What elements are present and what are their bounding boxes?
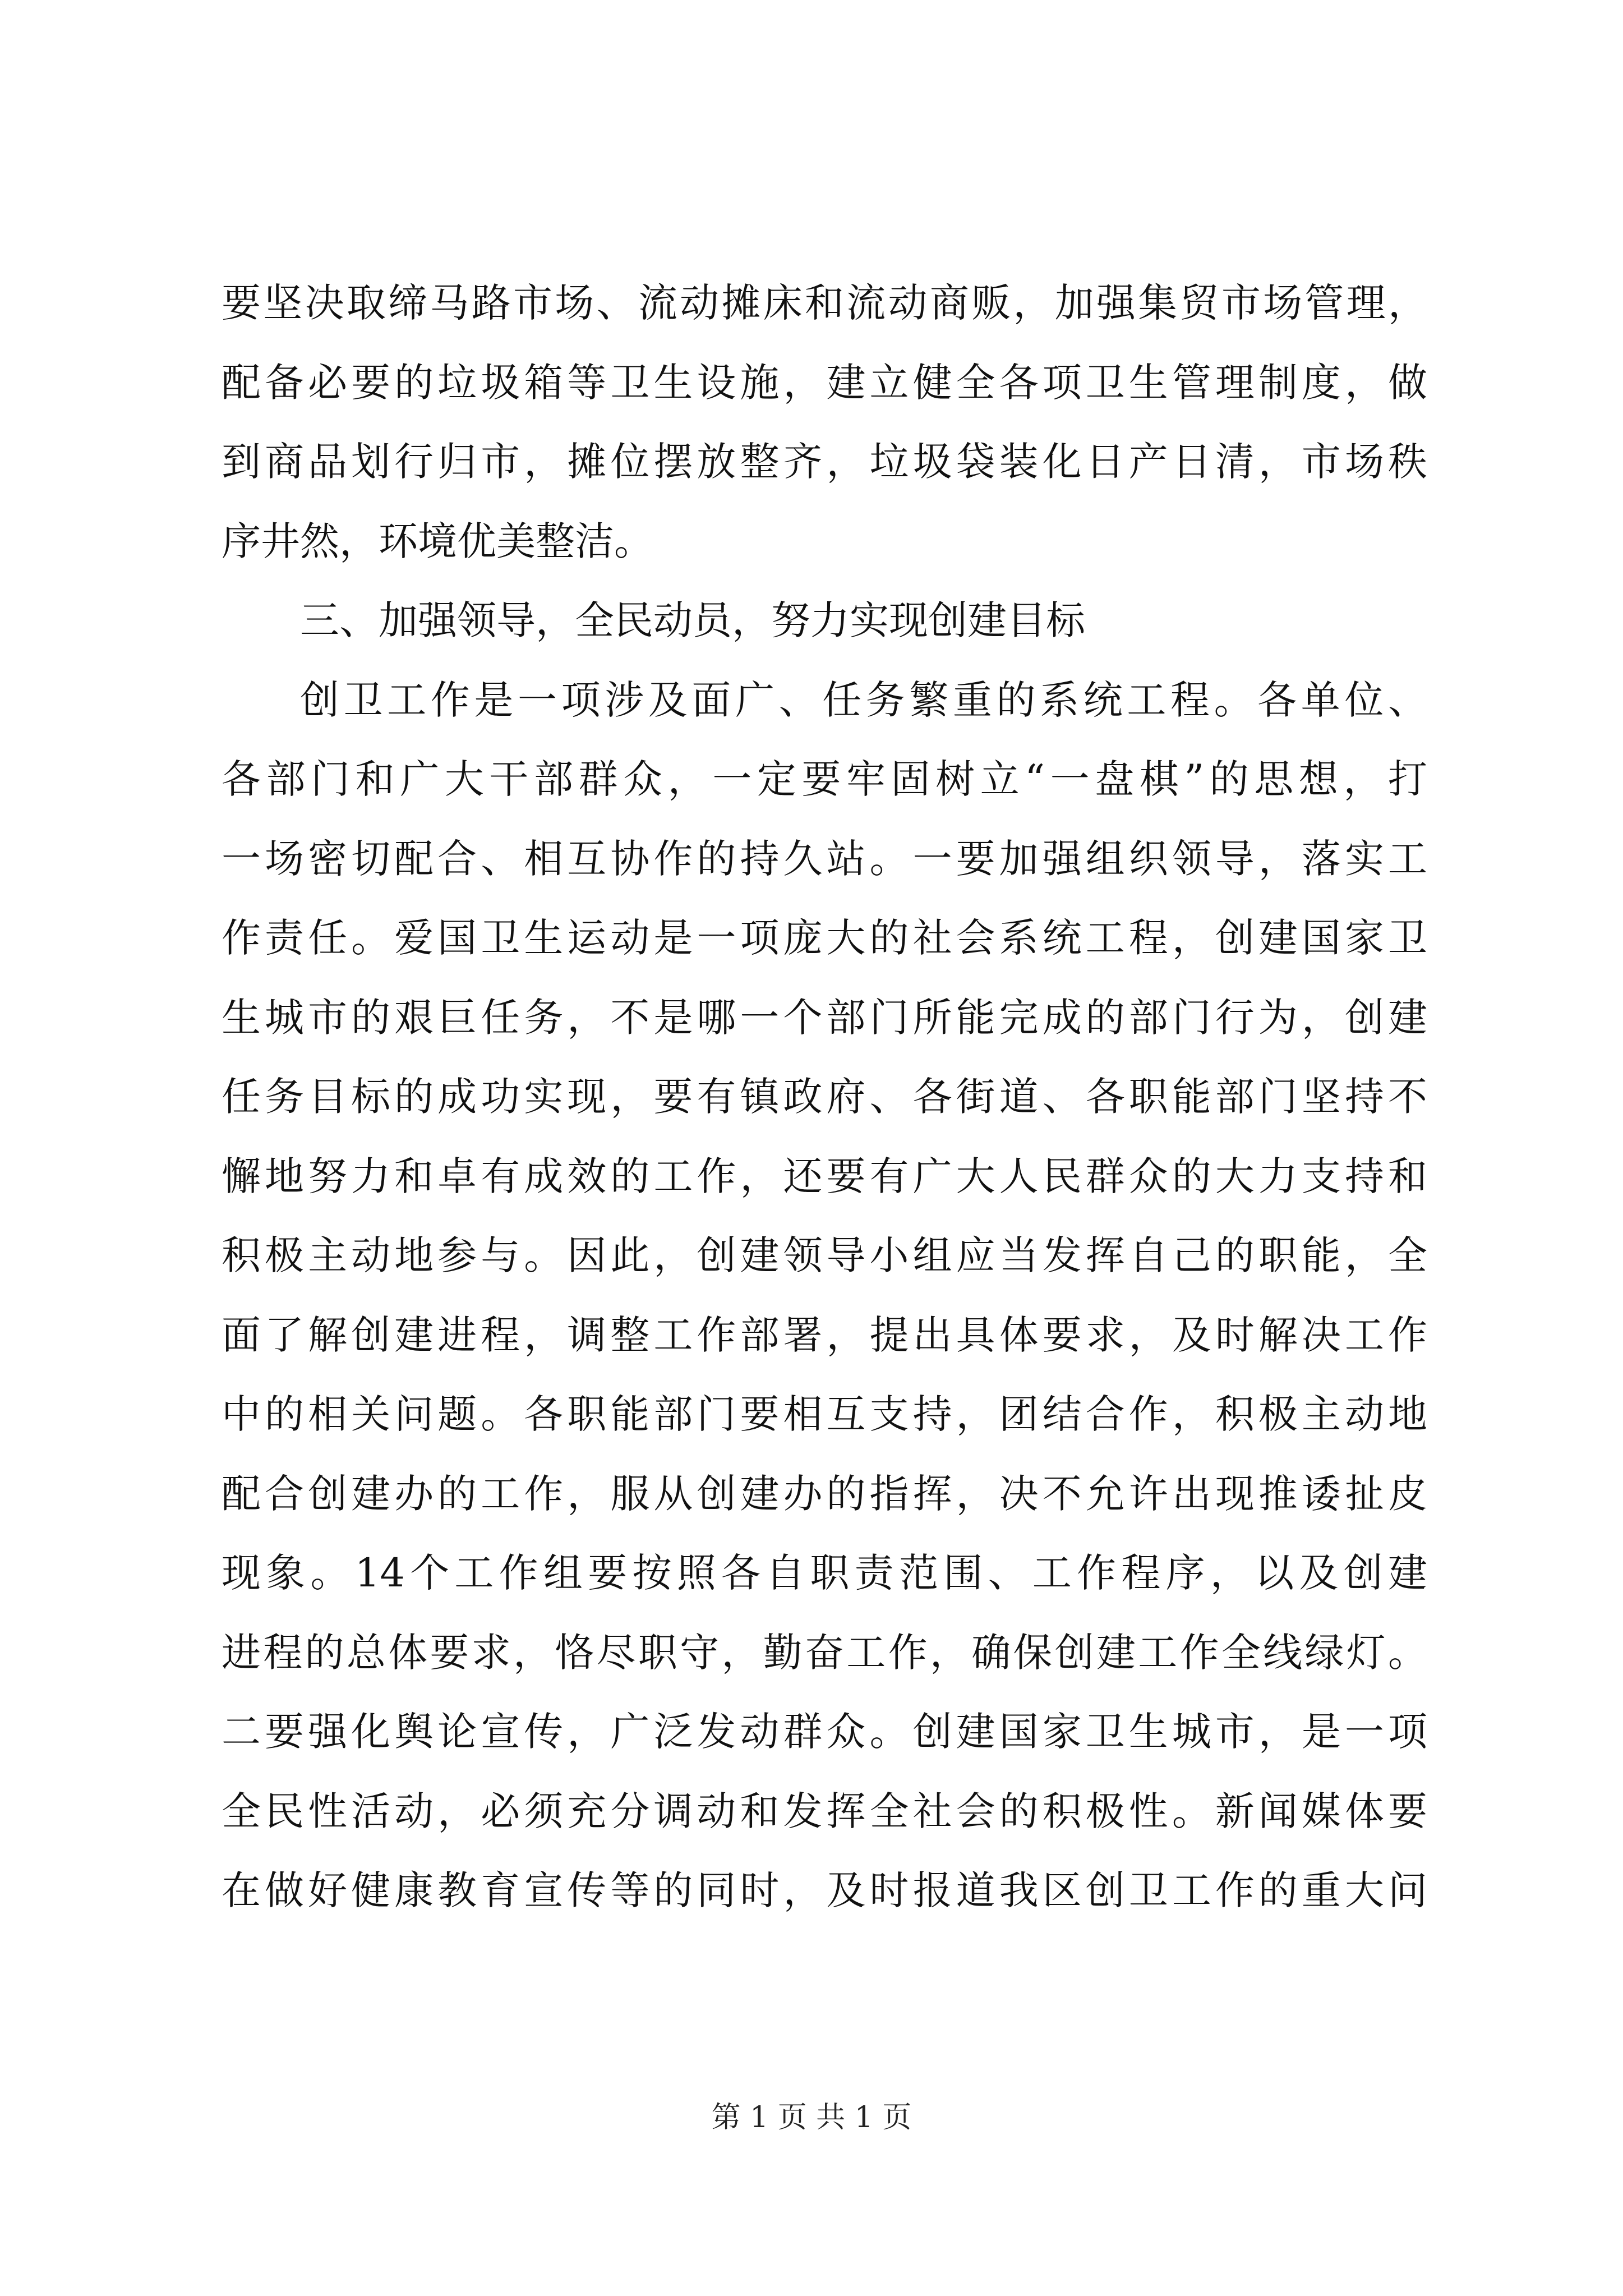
text-line: 现象。14个工作组要按照各自职责范围、工作程序，以及创建: [222, 1550, 1427, 1596]
text-line: 面了解创建进程，调整工作部署，提出具体要求，及时解决工作: [222, 1312, 1427, 1358]
text-line: 配备必要的垃圾箱等卫生设施，建立健全各项卫生管理制度，做: [222, 359, 1427, 406]
page-footer: [0, 2098, 1623, 2137]
text-line: 懈地努力和卓有成效的工作，还要有广大人民群众的大力支持和: [222, 1153, 1427, 1199]
text-line: 生城市的艰巨任务，不是哪一个部门所能完成的部门行为，创建: [222, 994, 1427, 1041]
body-text: [222, 264, 1427, 1931]
text-line: 作责任。爱国卫生运动是一项庞大的社会系统工程，创建国家卫: [222, 915, 1427, 961]
text-line: 创卫工作是一项涉及面广、任务繁重的系统工程。各单位、: [300, 677, 1427, 723]
text-line: 进程的总体要求，恪尽职守，勤奋工作，确保创建工作全线绿灯。: [222, 1629, 1427, 1676]
text-line: 任务目标的成功实现，要有镇政府、各街道、各职能部门坚持不: [222, 1074, 1427, 1120]
text-line: 积极主动地参与。因此，创建领导小组应当发挥自己的职能，全: [222, 1232, 1427, 1278]
text-line: 各部门和广大干部群众，一定要牢固树立“一盘棋”的思想，打: [222, 756, 1427, 802]
text-line: 二要强化舆论宣传，广泛发动群众。创建国家卫生城市，是一项: [222, 1709, 1427, 1755]
text-line: 在做好健康教育宣传等的同时，及时报道我区创卫工作的重大问: [222, 1867, 1427, 1913]
text-line: 一场密切配合、相互协作的持久站。一要加强组织领导，落实工: [222, 835, 1427, 882]
text-line: 中的相关问题。各职能部门要相互支持，团结合作，积极主动地: [222, 1391, 1427, 1437]
text-line: 要坚决取缔马路市场、流动摊床和流动商贩，加强集贸市场管理，: [222, 280, 1427, 326]
text-line: 全民性活动，必须充分调动和发挥全社会的积极性。新闻媒体要: [222, 1788, 1427, 1834]
text-line: 配合创建办的工作，服从创建办的指挥，决不允许出现推诿扯皮: [222, 1470, 1427, 1517]
page-number-label: 第 1 页 共 1 页: [711, 2101, 912, 2134]
text-line: 序井然，环境优美整洁。: [222, 518, 653, 564]
section-heading: 三、加强领导，全民动员，努力实现创建目标: [300, 597, 1085, 643]
text-line: 到商品划行归市，摊位摆放整齐，垃圾袋装化日产日清，市场秩: [222, 439, 1427, 485]
